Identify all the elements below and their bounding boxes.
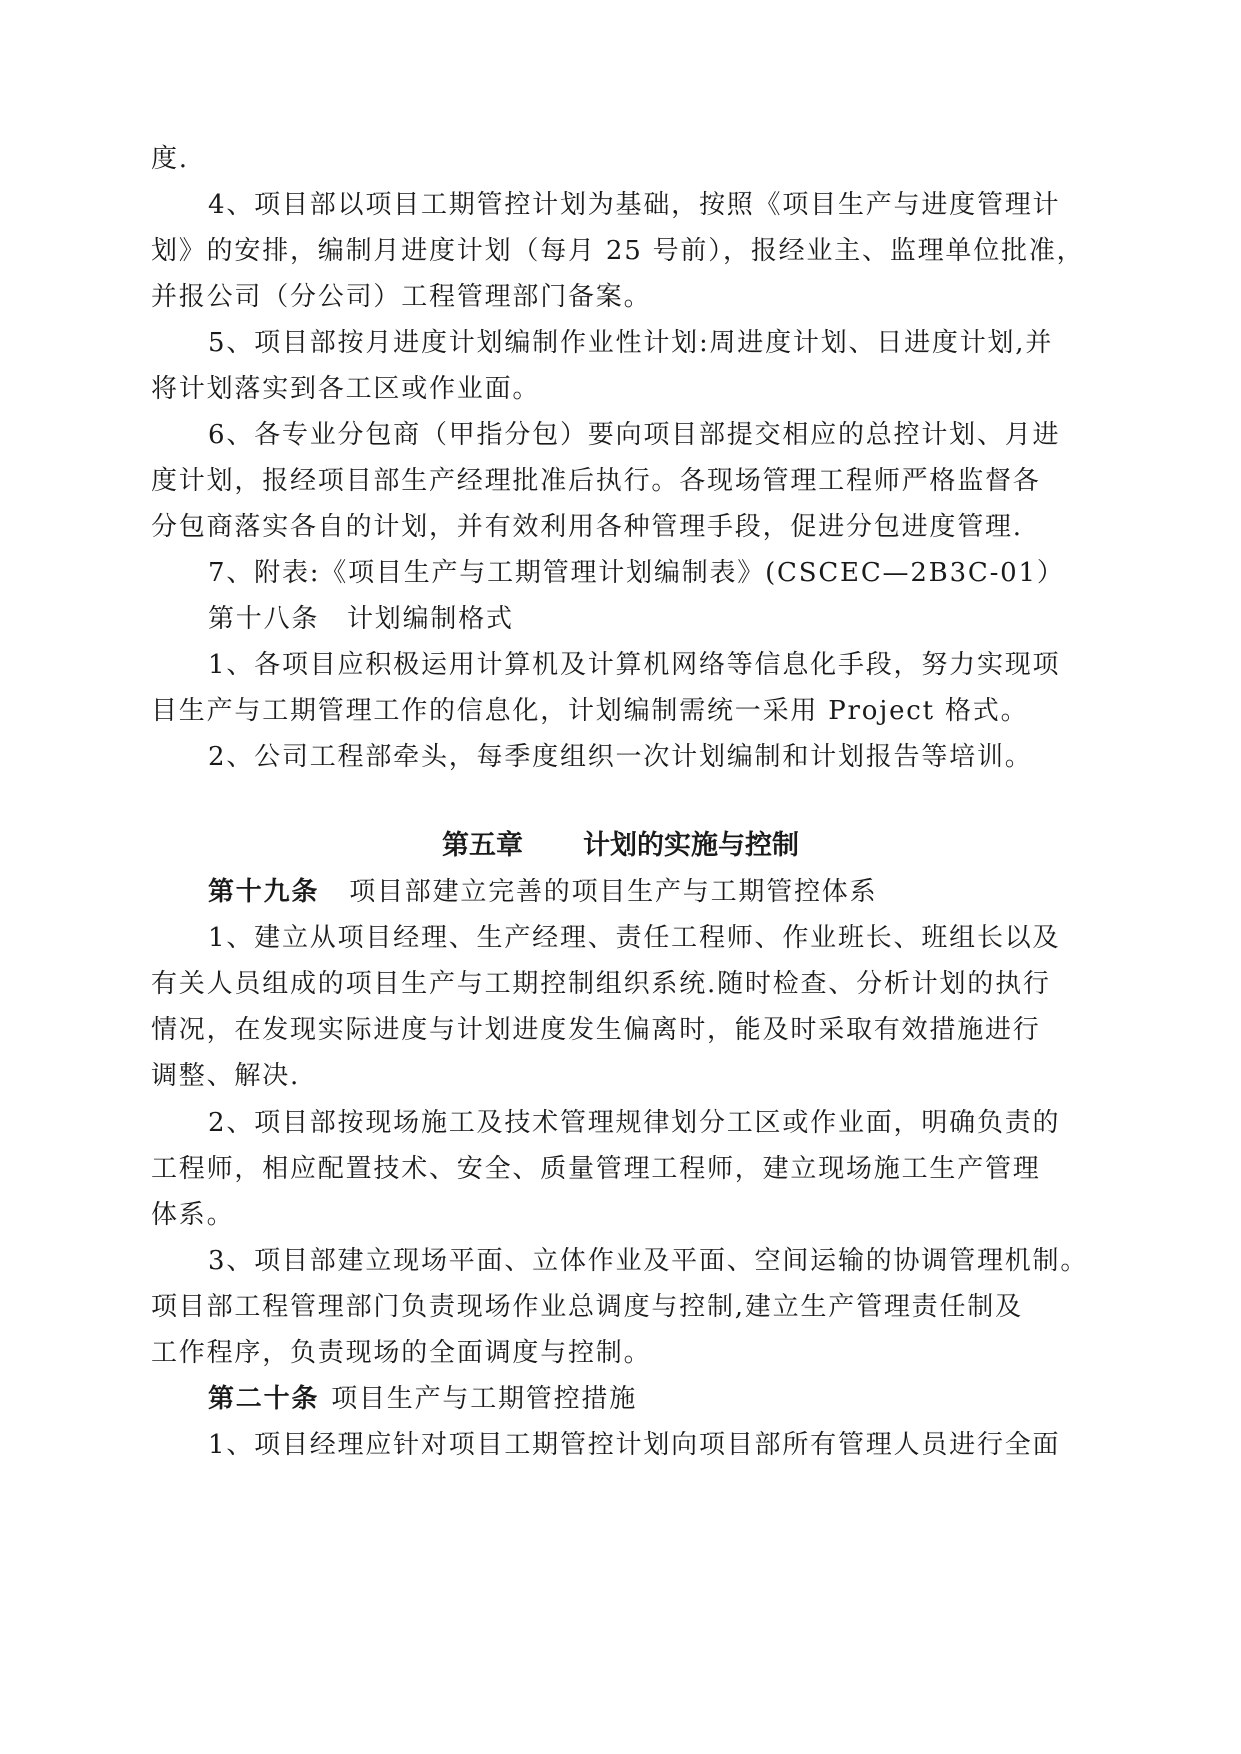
text-line: 7、附表:《项目生产与工期管理计划编制表》(CSCEC—2B3C-01） bbox=[208, 558, 1065, 588]
text-line: 2、公司工程部牵头，每季度组织一次计划编制和计划报告等培训。 bbox=[208, 742, 1033, 772]
text-line: 6、各专业分包商（甲指分包）要向项目部提交相应的总控计划、月进 bbox=[208, 420, 1061, 450]
text-line: 将计划落实到各工区或作业面。 bbox=[151, 374, 541, 404]
article-heading bbox=[208, 876, 1091, 908]
text-line: 1、建立从项目经理、生产经理、责任工程师、作业班长、班组长以及 bbox=[208, 923, 1061, 953]
chapter-heading bbox=[0, 830, 1241, 862]
article-title: 项目部建立完善的项目生产与工期管控体系 bbox=[349, 877, 878, 907]
chapter-title: 计划的实施与控制 bbox=[583, 830, 799, 861]
text-line: 分包商落实各自的计划，并有效利用各种管理手段，促进分包进度管理. bbox=[151, 512, 1023, 542]
chapter-number: 第五章 bbox=[442, 830, 523, 861]
text-line: 4、项目部以项目工期管控计划为基础，按照《项目生产与进度管理计 bbox=[208, 190, 1061, 220]
text-line: 调整、解决. bbox=[151, 1061, 301, 1091]
article-heading bbox=[208, 1383, 1091, 1415]
text-line: 工作程序，负责现场的全面调度与控制。 bbox=[151, 1338, 652, 1368]
article-title: 项目生产与工期管控措施 bbox=[331, 1384, 638, 1414]
text-line: 度. bbox=[151, 144, 189, 174]
text-line: 划》的安排，编制月进度计划（每月 25 号前），报经业主、监理单位批准， bbox=[151, 236, 1085, 266]
text-line: 并报公司（分公司）工程管理部门备案。 bbox=[151, 282, 652, 312]
text-line: 2、项目部按现场施工及技术管理规律划分工区或作业面，明确负责的 bbox=[208, 1108, 1061, 1138]
text-line: 有关人员组成的项目生产与工期控制组织系统.随时检查、分析计划的执行 bbox=[151, 969, 1051, 999]
article-label: 第十九条 bbox=[208, 877, 320, 907]
text-line: 1、项目经理应针对项目工期管控计划向项目部所有管理人员进行全面 bbox=[208, 1430, 1061, 1460]
text-line: 1、各项目应积极运用计算机及计算机网络等信息化手段，努力实现项 bbox=[208, 650, 1061, 680]
article-label: 第二十条 bbox=[208, 1384, 320, 1414]
text-line: 目生产与工期管理工作的信息化，计划编制需统一采用 Project 格式。 bbox=[151, 696, 1029, 726]
text-line: 第十八条 计划编制格式 bbox=[208, 604, 514, 634]
text-line: 情况，在发现实际进度与计划进度发生偏离时，能及时采取有效措施进行 bbox=[151, 1015, 1041, 1045]
text-line: 3、项目部建立现场平面、立体作业及平面、空间运输的协调管理机制。 bbox=[208, 1246, 1089, 1276]
text-line: 5、项目部按月进度计划编制作业性计划:周进度计划、日进度计划,并 bbox=[208, 328, 1054, 358]
text-line: 项目部工程管理部门负责现场作业总调度与控制,建立生产管理责任制及 bbox=[151, 1292, 1023, 1322]
text-line: 工程师，相应配置技术、安全、质量管理工程师，建立现场施工生产管理 bbox=[151, 1154, 1041, 1184]
text-line: 体系。 bbox=[151, 1200, 235, 1230]
text-line: 度计划，报经项目部生产经理批准后执行。各现场管理工程师严格监督各 bbox=[151, 466, 1041, 496]
